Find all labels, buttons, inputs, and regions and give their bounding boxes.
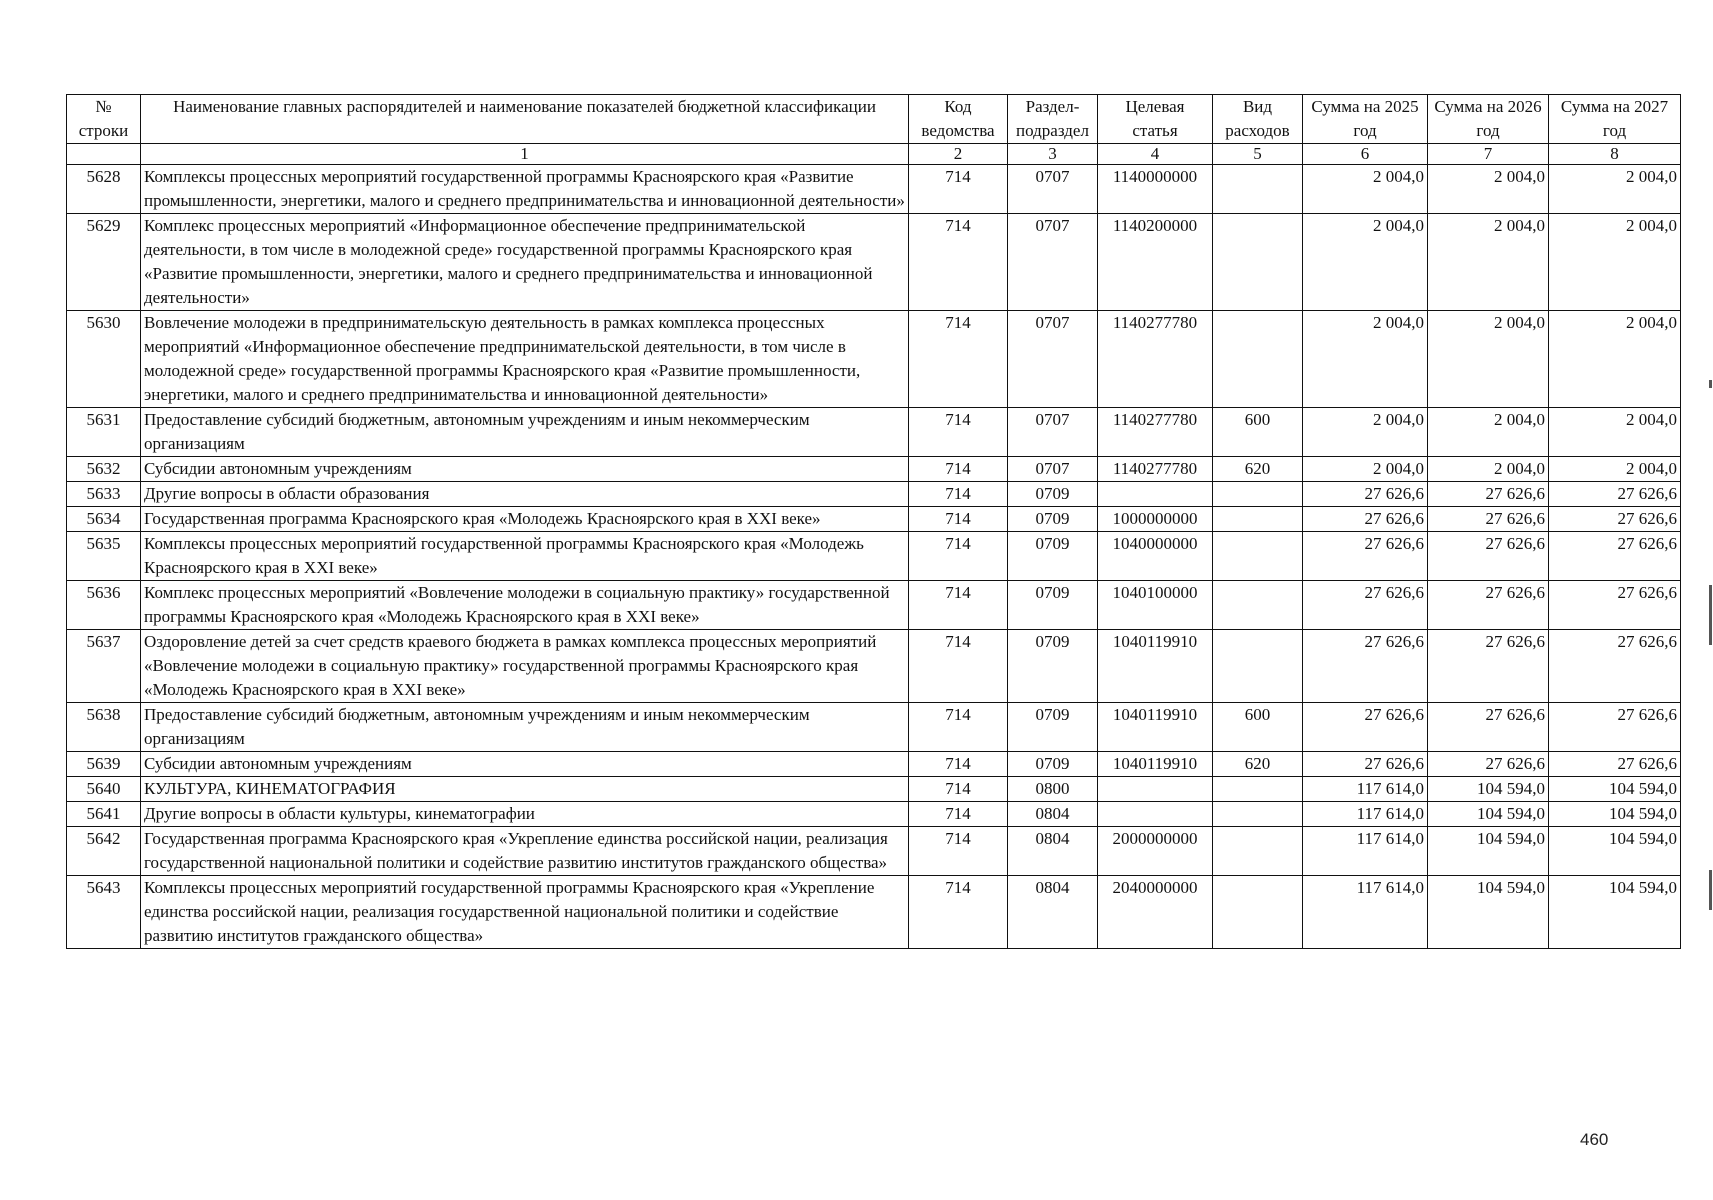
table-body	[67, 165, 1681, 949]
row-name: Комплексы процессных мероприятий государственной программы Красноярского края «Развитие промышленности, энергетики, малого и среднего предпринимательства и инновационной деятельности»	[141, 165, 909, 214]
row-sum-2026: 27 626,6	[1428, 703, 1549, 752]
row-sum-2027: 27 626,6	[1549, 482, 1681, 507]
row-target-article: 1140277780	[1098, 311, 1213, 408]
row-sum-2027: 2 004,0	[1549, 214, 1681, 311]
table-row	[67, 311, 1681, 408]
row-sum-2025: 2 004,0	[1303, 214, 1428, 311]
row-department-code: 714	[909, 752, 1008, 777]
row-target-article: 1040100000	[1098, 581, 1213, 630]
row-sum-2025: 117 614,0	[1303, 827, 1428, 876]
table-row	[67, 457, 1681, 482]
row-expense-type: 620	[1213, 457, 1303, 482]
row-number: 5628	[67, 165, 141, 214]
row-number: 5643	[67, 876, 141, 949]
column-number: 8	[1549, 144, 1681, 165]
row-target-article: 1140277780	[1098, 408, 1213, 457]
scan-edge-mark	[1709, 870, 1712, 910]
row-target-article: 1040119910	[1098, 630, 1213, 703]
row-section: 0709	[1008, 482, 1098, 507]
row-section: 0707	[1008, 214, 1098, 311]
row-sum-2027: 27 626,6	[1549, 532, 1681, 581]
row-expense-type	[1213, 482, 1303, 507]
row-department-code: 714	[909, 457, 1008, 482]
row-section: 0800	[1008, 777, 1098, 802]
row-department-code: 714	[909, 581, 1008, 630]
header-department-code: Код ведомства	[909, 95, 1008, 144]
row-target-article: 2000000000	[1098, 827, 1213, 876]
row-name: Предоставление субсидий бюджетным, автономным учреждениям и иным некоммерческим организациям	[141, 703, 909, 752]
header-sum-2027: Сумма на 2027 год	[1549, 95, 1681, 144]
row-section: 0707	[1008, 311, 1098, 408]
header-row	[67, 95, 1681, 144]
row-name: Субсидии автономным учреждениям	[141, 752, 909, 777]
row-number: 5634	[67, 507, 141, 532]
row-sum-2025: 2 004,0	[1303, 165, 1428, 214]
row-expense-type	[1213, 581, 1303, 630]
table-row	[67, 827, 1681, 876]
row-name: Государственная программа Красноярского края «Укрепление единства российской нации, реализация государственной национальной политики и содействие развитию институтов гражданского общества»	[141, 827, 909, 876]
row-section: 0804	[1008, 827, 1098, 876]
header-sum-2025: Сумма на 2025 год	[1303, 95, 1428, 144]
row-department-code: 714	[909, 311, 1008, 408]
row-department-code: 714	[909, 408, 1008, 457]
row-sum-2027: 27 626,6	[1549, 507, 1681, 532]
column-number: 2	[909, 144, 1008, 165]
column-number: 1	[141, 144, 909, 165]
column-number	[67, 144, 141, 165]
row-expense-type: 620	[1213, 752, 1303, 777]
row-sum-2026: 2 004,0	[1428, 457, 1549, 482]
row-department-code: 714	[909, 165, 1008, 214]
row-section: 0707	[1008, 165, 1098, 214]
row-sum-2025: 27 626,6	[1303, 752, 1428, 777]
row-sum-2025: 117 614,0	[1303, 802, 1428, 827]
row-sum-2026: 2 004,0	[1428, 408, 1549, 457]
row-target-article: 1140277780	[1098, 457, 1213, 482]
row-sum-2027: 104 594,0	[1549, 876, 1681, 949]
row-name: Комплекс процессных мероприятий «Вовлечение молодежи в социальную практику» государственной программы Красноярского края «Молодежь Красноярского края в XXI веке»	[141, 581, 909, 630]
row-expense-type: 600	[1213, 703, 1303, 752]
row-target-article	[1098, 777, 1213, 802]
row-name: Оздоровление детей за счет средств краевого бюджета в рамках комплекса процессных мероприятий «Вовлечение молодежи в социальную практику» государственной программы Красноярского края «Молодежь Красноярского края в XXI веке»	[141, 630, 909, 703]
row-name: КУЛЬТУРА, КИНЕМАТОГРАФИЯ	[141, 777, 909, 802]
row-department-code: 714	[909, 630, 1008, 703]
row-target-article: 1040119910	[1098, 752, 1213, 777]
row-sum-2025: 2 004,0	[1303, 457, 1428, 482]
row-number: 5632	[67, 457, 141, 482]
table-row	[67, 581, 1681, 630]
row-target-article: 1040000000	[1098, 532, 1213, 581]
row-department-code: 714	[909, 482, 1008, 507]
table-row	[67, 507, 1681, 532]
table-row	[67, 408, 1681, 457]
row-sum-2026: 27 626,6	[1428, 482, 1549, 507]
row-target-article: 1140200000	[1098, 214, 1213, 311]
row-sum-2026: 2 004,0	[1428, 311, 1549, 408]
row-section: 0707	[1008, 408, 1098, 457]
scan-edge-mark	[1709, 585, 1712, 645]
row-sum-2027: 27 626,6	[1549, 630, 1681, 703]
row-name: Государственная программа Красноярского края «Молодежь Красноярского края в XXI веке»	[141, 507, 909, 532]
row-sum-2025: 27 626,6	[1303, 630, 1428, 703]
row-sum-2027: 104 594,0	[1549, 827, 1681, 876]
row-sum-2026: 2 004,0	[1428, 214, 1549, 311]
row-department-code: 714	[909, 703, 1008, 752]
row-sum-2025: 27 626,6	[1303, 532, 1428, 581]
column-number-row	[67, 144, 1681, 165]
row-sum-2025: 27 626,6	[1303, 703, 1428, 752]
row-target-article	[1098, 482, 1213, 507]
row-sum-2026: 27 626,6	[1428, 532, 1549, 581]
row-sum-2027: 27 626,6	[1549, 703, 1681, 752]
row-number: 5638	[67, 703, 141, 752]
row-sum-2025: 117 614,0	[1303, 777, 1428, 802]
row-number: 5629	[67, 214, 141, 311]
scan-edge-mark	[1709, 380, 1712, 388]
header-name: Наименование главных распорядителей и наименование показателей бюджетной классификации	[141, 95, 909, 144]
row-sum-2025: 2 004,0	[1303, 408, 1428, 457]
row-name: Другие вопросы в области образования	[141, 482, 909, 507]
page-number: 460	[1580, 1130, 1609, 1149]
row-sum-2027: 27 626,6	[1549, 581, 1681, 630]
row-number: 5642	[67, 827, 141, 876]
row-expense-type	[1213, 876, 1303, 949]
row-sum-2027: 27 626,6	[1549, 752, 1681, 777]
row-sum-2025: 117 614,0	[1303, 876, 1428, 949]
column-number: 5	[1213, 144, 1303, 165]
table-row	[67, 876, 1681, 949]
column-number: 3	[1008, 144, 1098, 165]
column-number: 7	[1428, 144, 1549, 165]
row-target-article: 2040000000	[1098, 876, 1213, 949]
row-expense-type	[1213, 311, 1303, 408]
row-number: 5639	[67, 752, 141, 777]
row-name: Вовлечение молодежи в предпринимательскую деятельность в рамках комплекса процессных мероприятий «Информационное обеспечение предпринимательской деятельности, в том числе в молодежной среде» государственной программы Красноярского края «Развитие промышленности, энергетики, малого и среднего предпринимательства и инновационной деятельности»	[141, 311, 909, 408]
row-name: Другие вопросы в области культуры, кинематографии	[141, 802, 909, 827]
row-section: 0709	[1008, 752, 1098, 777]
row-name: Комплексы процессных мероприятий государственной программы Красноярского края «Молодежь Красноярского края в XXI веке»	[141, 532, 909, 581]
row-section: 0709	[1008, 532, 1098, 581]
row-section: 0707	[1008, 457, 1098, 482]
row-number: 5633	[67, 482, 141, 507]
row-expense-type	[1213, 802, 1303, 827]
row-section: 0709	[1008, 630, 1098, 703]
row-expense-type	[1213, 532, 1303, 581]
row-target-article: 1140000000	[1098, 165, 1213, 214]
row-number: 5640	[67, 777, 141, 802]
row-sum-2027: 104 594,0	[1549, 802, 1681, 827]
table-row	[67, 532, 1681, 581]
row-department-code: 714	[909, 777, 1008, 802]
row-sum-2027: 2 004,0	[1549, 457, 1681, 482]
row-target-article: 1040119910	[1098, 703, 1213, 752]
row-number: 5636	[67, 581, 141, 630]
row-expense-type	[1213, 507, 1303, 532]
table-row	[67, 482, 1681, 507]
budget-table	[66, 94, 1681, 949]
row-expense-type	[1213, 630, 1303, 703]
row-sum-2027: 104 594,0	[1549, 777, 1681, 802]
row-sum-2025: 2 004,0	[1303, 311, 1428, 408]
row-name: Комплекс процессных мероприятий «Информационное обеспечение предпринимательской деятельности, в том числе в молодежной среде» государственной программы Красноярского края «Развитие промышленности, энергетики, малого и среднего предпринимательства и инновационной деятельности»	[141, 214, 909, 311]
header-target-article: Целевая статья	[1098, 95, 1213, 144]
column-number: 4	[1098, 144, 1213, 165]
row-sum-2026: 104 594,0	[1428, 876, 1549, 949]
row-sum-2027: 2 004,0	[1549, 165, 1681, 214]
row-sum-2027: 2 004,0	[1549, 311, 1681, 408]
row-expense-type	[1213, 214, 1303, 311]
row-section: 0804	[1008, 876, 1098, 949]
table-row	[67, 214, 1681, 311]
row-expense-type	[1213, 827, 1303, 876]
header-sum-2026: Сумма на 2026 год	[1428, 95, 1549, 144]
row-sum-2027: 2 004,0	[1549, 408, 1681, 457]
row-sum-2025: 27 626,6	[1303, 507, 1428, 532]
row-expense-type: 600	[1213, 408, 1303, 457]
row-section: 0709	[1008, 507, 1098, 532]
row-number: 5637	[67, 630, 141, 703]
row-department-code: 714	[909, 532, 1008, 581]
row-department-code: 714	[909, 827, 1008, 876]
row-sum-2026: 104 594,0	[1428, 777, 1549, 802]
table-row	[67, 703, 1681, 752]
table-row	[67, 777, 1681, 802]
row-department-code: 714	[909, 876, 1008, 949]
row-target-article: 1000000000	[1098, 507, 1213, 532]
row-sum-2026: 104 594,0	[1428, 802, 1549, 827]
column-number: 6	[1303, 144, 1428, 165]
row-sum-2026: 2 004,0	[1428, 165, 1549, 214]
header-section: Раздел-подраздел	[1008, 95, 1098, 144]
row-section: 0804	[1008, 802, 1098, 827]
row-target-article	[1098, 802, 1213, 827]
row-expense-type	[1213, 777, 1303, 802]
row-sum-2026: 27 626,6	[1428, 507, 1549, 532]
row-sum-2026: 104 594,0	[1428, 827, 1549, 876]
row-sum-2025: 27 626,6	[1303, 482, 1428, 507]
row-sum-2025: 27 626,6	[1303, 581, 1428, 630]
table-row	[67, 802, 1681, 827]
row-sum-2026: 27 626,6	[1428, 752, 1549, 777]
row-section: 0709	[1008, 703, 1098, 752]
row-department-code: 714	[909, 802, 1008, 827]
row-number: 5630	[67, 311, 141, 408]
row-sum-2026: 27 626,6	[1428, 581, 1549, 630]
row-number: 5641	[67, 802, 141, 827]
row-section: 0709	[1008, 581, 1098, 630]
row-name: Предоставление субсидий бюджетным, автономным учреждениям и иным некоммерческим организациям	[141, 408, 909, 457]
table-row	[67, 752, 1681, 777]
row-name: Комплексы процессных мероприятий государственной программы Красноярского края «Укрепление единства российской нации, реализация государственной национальной политики и содействие развитию институтов гражданского общества»	[141, 876, 909, 949]
header-row-number: № строки	[67, 95, 141, 144]
header-expense-type: Вид расходов	[1213, 95, 1303, 144]
table-row	[67, 630, 1681, 703]
row-sum-2026: 27 626,6	[1428, 630, 1549, 703]
row-number: 5631	[67, 408, 141, 457]
row-department-code: 714	[909, 507, 1008, 532]
table-row	[67, 165, 1681, 214]
row-expense-type	[1213, 165, 1303, 214]
row-number: 5635	[67, 532, 141, 581]
row-department-code: 714	[909, 214, 1008, 311]
row-name: Субсидии автономным учреждениям	[141, 457, 909, 482]
